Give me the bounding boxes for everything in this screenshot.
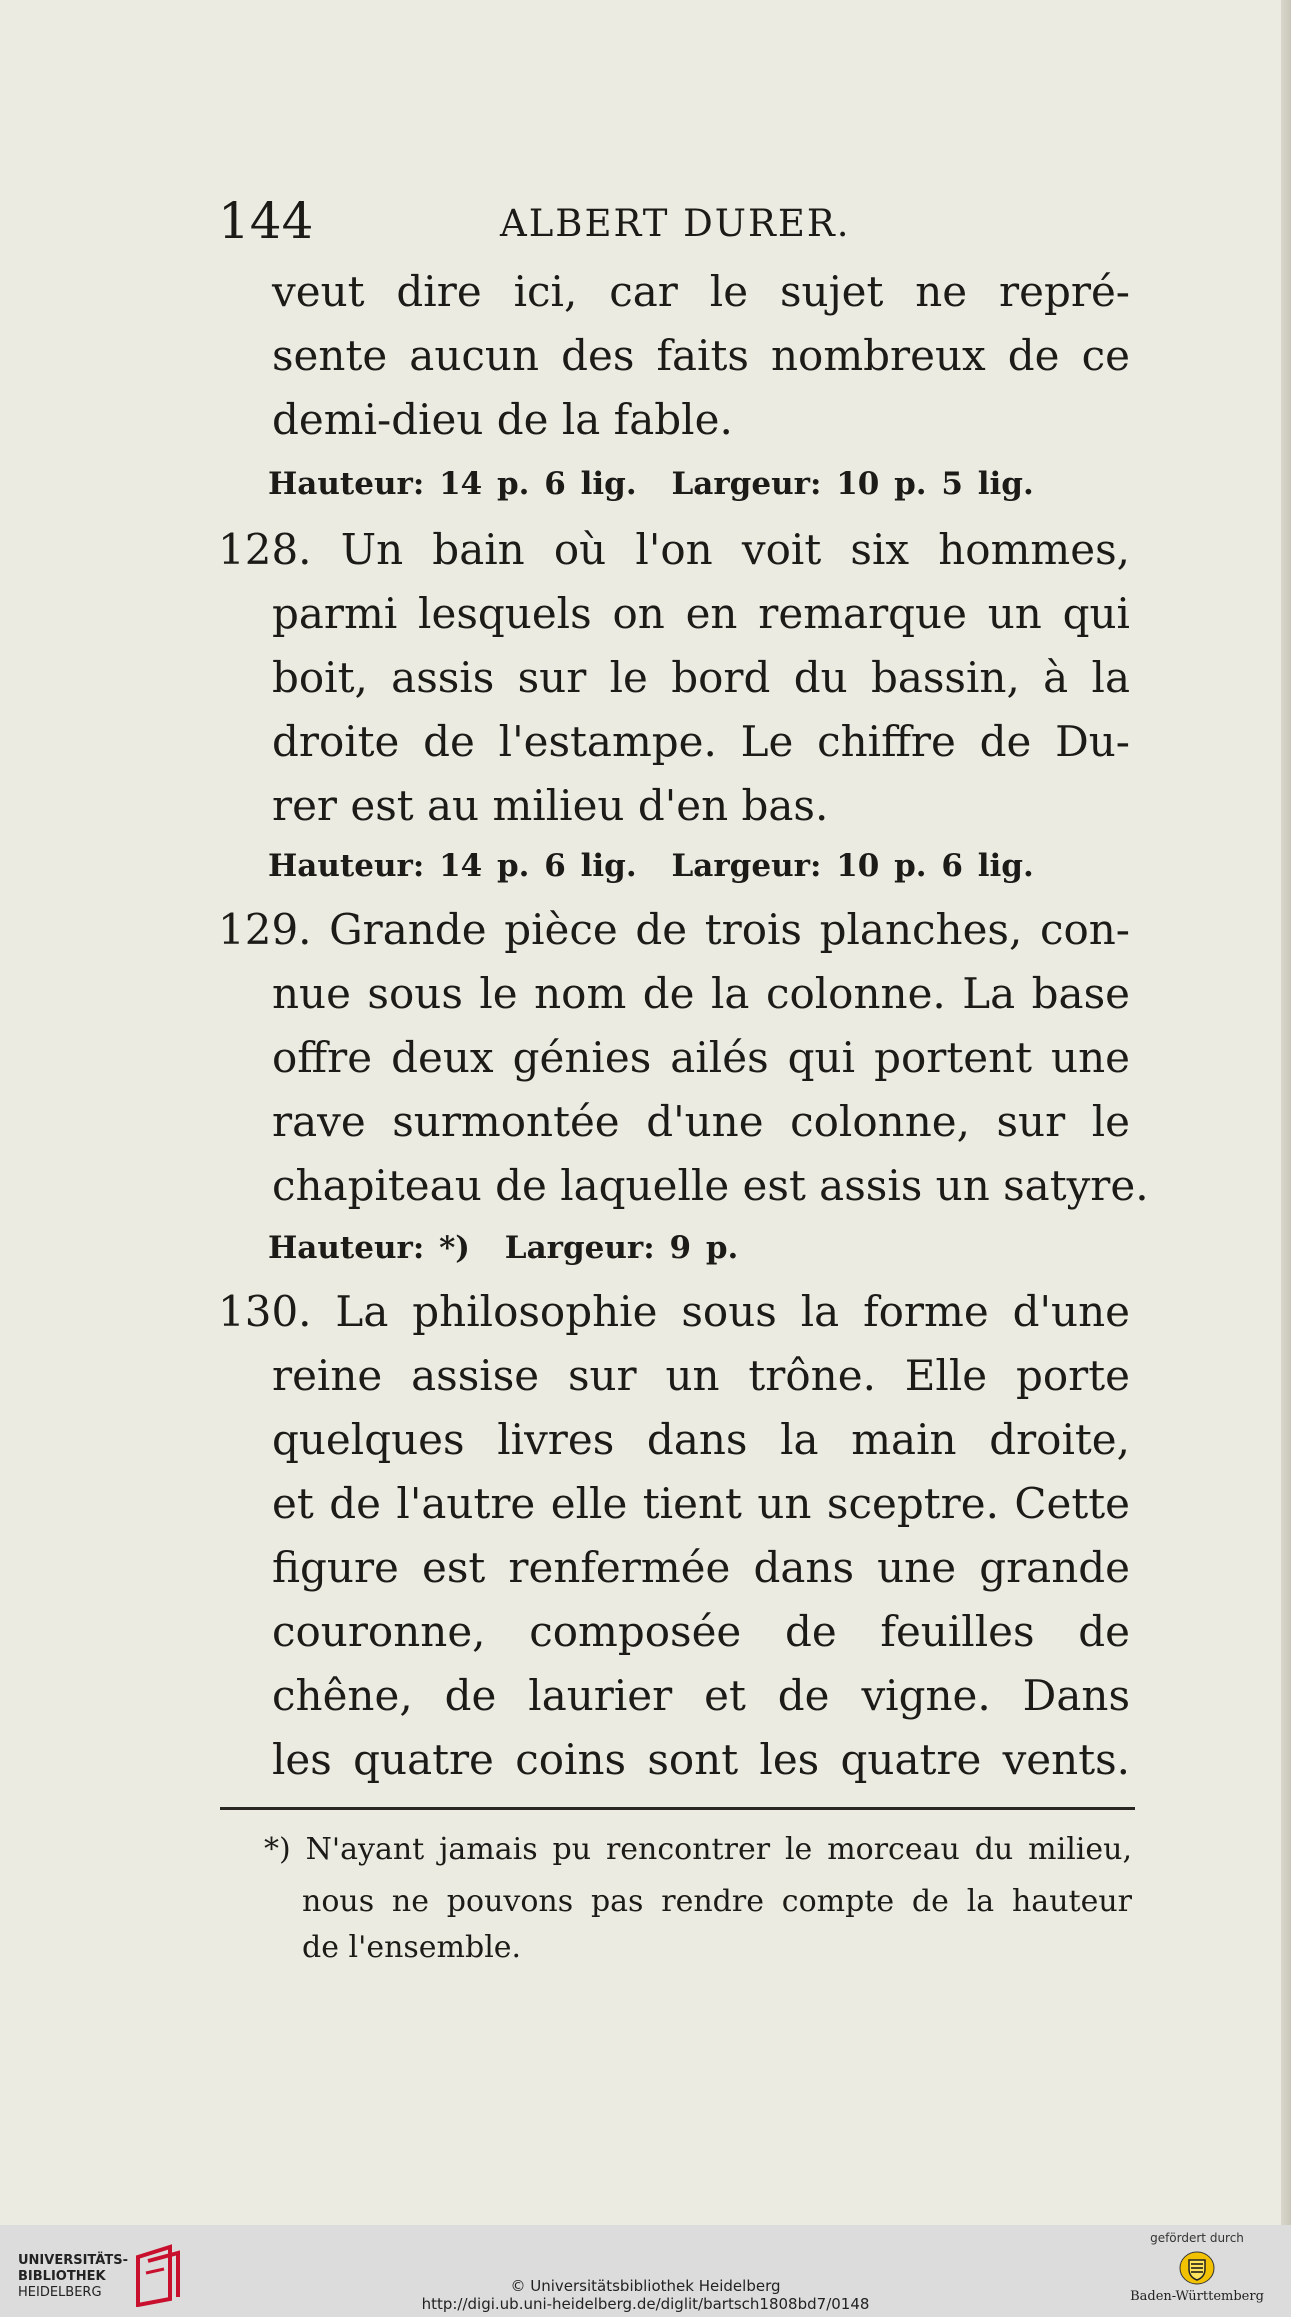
copyright-text: © Universitätsbibliothek Heidelberg bbox=[510, 2277, 781, 2295]
text-line: nue sous le nom de la colonne. La base bbox=[272, 969, 1130, 1018]
coat-of-arms-icon bbox=[1179, 2251, 1215, 2285]
dimensions-entry-127 bbox=[268, 464, 1034, 504]
text-line: couronne, composée de feuilles de bbox=[272, 1607, 1130, 1656]
text-line: offre deux génies ailés qui portent une bbox=[272, 1033, 1130, 1082]
text-line: chêne, de laurier et de vigne. Dans bbox=[272, 1671, 1130, 1720]
largeur-label: Largeur: bbox=[504, 1230, 655, 1266]
hauteur-label: Hauteur: bbox=[268, 466, 425, 502]
text-line: quelques livres dans la main droite, bbox=[272, 1415, 1130, 1464]
permalink[interactable]: http://digi.ub.uni-heidelberg.de/diglit/bartsch1808bd7/0148 bbox=[421, 2295, 870, 2313]
logo-text: UNIVERSITÄTS- BIBLIOTHEK HEIDELBERG bbox=[18, 2253, 128, 2300]
sponsor-label: gefördert durch bbox=[1150, 2231, 1244, 2245]
running-head bbox=[0, 192, 1291, 252]
copyright bbox=[0, 2277, 1291, 2313]
hauteur-value: 14 p. 6 lig. bbox=[439, 848, 637, 884]
sponsor-name: Baden-Württemberg bbox=[1130, 2289, 1264, 2304]
page-edge bbox=[1281, 0, 1291, 2225]
largeur-value: 10 p. 5 lig. bbox=[836, 466, 1034, 502]
hauteur-value: 14 p. 6 lig. bbox=[439, 466, 637, 502]
text-line: veut dire ici, car le sujet ne repré- bbox=[272, 267, 1130, 316]
largeur-label: Largeur: bbox=[671, 848, 822, 884]
text-line: rer est au milieu d'en bas. bbox=[272, 781, 829, 830]
dimensions-entry-128 bbox=[268, 846, 1034, 886]
text-line: parmi lesquels on en remarque un qui bbox=[272, 589, 1130, 638]
dimensions-entry-129 bbox=[268, 1228, 738, 1268]
entry-130-start: 130. La philosophie sous la forme d'une bbox=[218, 1287, 1130, 1336]
footnote-line: nous ne pouvons pas rendre compte de la hauteur bbox=[302, 1884, 1132, 1919]
sponsor bbox=[1127, 2231, 1267, 2304]
entry-129-start: 129. Grande pièce de trois planches, con- bbox=[218, 905, 1130, 954]
footnote-line: de l'ensemble. bbox=[302, 1930, 522, 1965]
hauteur-label: Hauteur: bbox=[268, 848, 425, 884]
page-number: 144 bbox=[218, 192, 314, 250]
text-line: boit, assis sur le bord du bassin, à la bbox=[272, 653, 1130, 702]
text-line: chapiteau de laquelle est assis un satyre. bbox=[272, 1161, 1149, 1210]
hauteur-label: Hauteur: bbox=[268, 1230, 425, 1266]
text-line: demi-dieu de la fable. bbox=[272, 395, 733, 444]
text-line: reine assise sur un trône. Elle porte bbox=[272, 1351, 1130, 1400]
footnote-rule bbox=[220, 1807, 1135, 1810]
largeur-value: 9 p. bbox=[669, 1230, 739, 1266]
viewer-footer bbox=[0, 2225, 1291, 2317]
text-line: sente aucun des faits nombreux de ce bbox=[272, 331, 1130, 380]
text-line: droite de l'estampe. Le chiffre de Du- bbox=[272, 717, 1130, 766]
text-line: rave surmontée d'une colonne, sur le bbox=[272, 1097, 1130, 1146]
entry-128-start: 128. Un bain où l'on voit six hommes, bbox=[218, 525, 1130, 574]
largeur-label: Largeur: bbox=[671, 466, 822, 502]
hauteur-value: *) bbox=[439, 1230, 470, 1266]
text-line: figure est renfermée dans une grande bbox=[272, 1543, 1130, 1592]
text-line: les quatre coins sont les quatre vents. bbox=[272, 1735, 1130, 1784]
largeur-value: 10 p. 6 lig. bbox=[836, 848, 1034, 884]
running-title: ALBERT DURER. bbox=[500, 202, 851, 245]
footnote-line: *) N'ayant jamais pu rencontrer le morceau du milieu, bbox=[264, 1832, 1132, 1867]
text-line: et de l'autre elle tient un sceptre. Cette bbox=[272, 1479, 1130, 1528]
